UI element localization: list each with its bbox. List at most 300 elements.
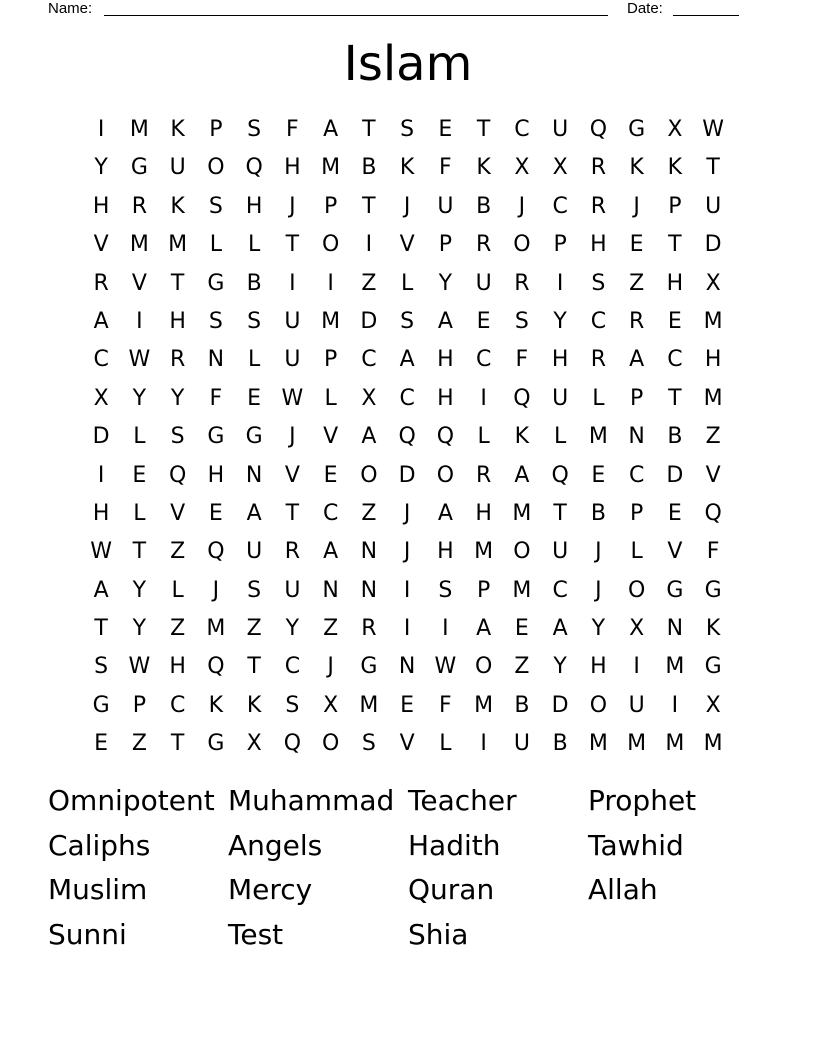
grid-letter[interactable]: R [514, 270, 530, 296]
grid-letter[interactable]: C [361, 347, 377, 373]
grid-letter[interactable]: A [476, 616, 492, 642]
grid-letter[interactable]: V [323, 424, 339, 450]
grid-letter[interactable]: M [588, 731, 608, 757]
grid-letter[interactable]: B [667, 424, 683, 450]
grid-letter[interactable]: U [246, 539, 263, 565]
grid-letter[interactable]: X [667, 117, 683, 142]
word-list-item: Prophet [588, 784, 697, 817]
grid-letter[interactable]: G [245, 424, 263, 450]
grid-letter[interactable]: L [209, 232, 222, 258]
grid-letter[interactable]: N [360, 539, 378, 565]
grid-letter[interactable]: R [590, 193, 607, 219]
grid-letter[interactable]: T [285, 232, 300, 258]
grid-letter[interactable]: H [590, 232, 607, 258]
grid-letter[interactable]: I [480, 731, 487, 757]
grid-letter[interactable]: E [667, 500, 682, 526]
grid-letter[interactable]: H [666, 270, 684, 296]
grid-letter[interactable]: F [439, 155, 452, 181]
grid-letter[interactable]: N [360, 577, 378, 603]
grid-letter[interactable]: Y [591, 616, 606, 642]
grid-letter[interactable]: E [323, 462, 338, 488]
grid-letter[interactable]: R [131, 193, 148, 219]
grid-letter[interactable]: R [628, 308, 645, 334]
grid-letter[interactable]: J [595, 577, 602, 603]
grid-letter[interactable]: V [131, 270, 147, 296]
grid-letter[interactable]: H [245, 193, 263, 219]
grid-letter[interactable]: B [246, 270, 262, 296]
grid-letter[interactable]: T [668, 385, 682, 411]
grid-letter[interactable]: Q [398, 424, 416, 450]
grid-letter[interactable]: S [400, 117, 415, 142]
grid-letter[interactable]: O [589, 692, 608, 718]
grid-letter[interactable]: Z [629, 270, 645, 296]
grid-letter[interactable]: J [518, 193, 526, 219]
grid-letter[interactable]: M [129, 117, 149, 142]
grid-letter[interactable]: H [475, 500, 492, 526]
grid-letter[interactable]: E [514, 616, 529, 642]
grid-letter[interactable]: M [703, 731, 723, 757]
grid-letter[interactable]: L [247, 232, 261, 258]
grid-letter[interactable]: Z [705, 424, 721, 450]
grid-letter[interactable]: J [289, 193, 296, 219]
grid-letter[interactable]: G [360, 654, 378, 680]
grid-letter[interactable]: S [361, 731, 376, 757]
page-title: Islam [343, 36, 473, 92]
grid-letter[interactable]: P [323, 193, 338, 219]
grid-letter[interactable]: L [553, 424, 567, 450]
grid-letter[interactable]: M [129, 232, 149, 258]
grid-letter[interactable]: O [627, 577, 646, 603]
grid-letter[interactable]: R [590, 347, 607, 373]
grid-letter[interactable]: E [247, 385, 262, 411]
grid-letter[interactable]: Z [170, 539, 186, 565]
grid-letter[interactable]: H [92, 500, 110, 526]
grid-letter[interactable]: W [128, 654, 151, 680]
grid-letter[interactable]: T [247, 654, 261, 680]
grid-letter[interactable]: T [94, 616, 108, 642]
grid-letter[interactable]: P [629, 500, 644, 526]
grid-letter[interactable]: F [439, 692, 452, 718]
grid-letter[interactable]: S [247, 577, 262, 603]
grid-letter[interactable]: G [207, 731, 225, 757]
grid-letter[interactable]: N [207, 347, 225, 373]
grid-letter[interactable]: Q [168, 462, 187, 488]
grid-letter[interactable]: F [209, 385, 223, 411]
grid-letter[interactable]: C [590, 308, 607, 334]
grid-letter[interactable]: Q [283, 731, 302, 757]
grid-letter[interactable]: M [703, 308, 723, 334]
grid-letter[interactable]: O [436, 462, 455, 488]
grid-letter[interactable]: I [403, 616, 411, 642]
grid-letter[interactable]: P [553, 232, 567, 258]
grid-letter[interactable]: N [666, 616, 684, 642]
grid-letter[interactable]: X [93, 385, 109, 411]
grid-letter[interactable]: E [132, 462, 147, 488]
grid-letter[interactable]: H [169, 308, 186, 334]
grid-letter[interactable]: M [665, 654, 685, 680]
grid-letter[interactable]: Z [323, 616, 339, 642]
grid-letter[interactable]: Y [132, 577, 147, 603]
grid-letter[interactable]: Z [514, 654, 530, 680]
grid-letter[interactable]: Z [361, 270, 377, 296]
grid-letter[interactable]: P [209, 117, 223, 142]
grid-letter[interactable]: P [438, 232, 453, 258]
grid-letter[interactable]: M [359, 692, 379, 718]
grid-letter[interactable]: M [168, 232, 188, 258]
grid-letter[interactable]: T [285, 500, 300, 526]
grid-letter[interactable]: M [474, 692, 494, 718]
grid-letter[interactable]: K [399, 155, 415, 181]
grid-letter[interactable]: K [208, 692, 224, 718]
grid-letter[interactable]: U [705, 193, 722, 219]
grid-letter[interactable]: U [437, 193, 454, 219]
grid-letter[interactable]: J [403, 500, 411, 526]
grid-letter[interactable]: E [667, 308, 682, 334]
grid-letter[interactable]: J [595, 539, 602, 565]
grid-letter[interactable]: W [128, 347, 151, 373]
grid-letter[interactable]: M [321, 308, 341, 334]
grid-letter[interactable]: G [207, 270, 225, 296]
grid-letter[interactable]: X [705, 692, 721, 718]
grid-letter[interactable]: D [92, 424, 110, 450]
grid-letter[interactable]: M [665, 731, 685, 757]
grid-letter[interactable]: L [477, 424, 490, 450]
word-list [48, 779, 768, 957]
grid-letter[interactable]: L [133, 424, 146, 450]
grid-letter[interactable]: I [327, 270, 334, 296]
grid-letter[interactable]: M [206, 616, 226, 642]
grid-letter[interactable]: B [361, 155, 377, 181]
grid-letter[interactable]: B [590, 500, 606, 526]
grid-letter[interactable]: K [629, 155, 644, 181]
grid-letter[interactable]: T [132, 539, 147, 565]
grid-letter[interactable]: E [94, 731, 109, 757]
grid-letter[interactable]: R [590, 155, 607, 181]
grid-letter[interactable]: R [169, 347, 186, 373]
grid-letter[interactable]: I [97, 462, 105, 488]
grid-letter[interactable]: C [399, 385, 415, 411]
grid-letter[interactable]: W [281, 385, 304, 411]
grid-letter[interactable]: A [323, 539, 339, 565]
grid-letter[interactable]: X [552, 155, 568, 181]
grid-letter[interactable]: L [630, 539, 643, 565]
grid-letter[interactable]: L [247, 347, 261, 373]
grid-letter[interactable]: Y [553, 654, 567, 680]
grid-letter[interactable]: Y [132, 385, 147, 411]
grid-letter[interactable]: K [170, 193, 185, 219]
grid-letter[interactable]: T [170, 731, 185, 757]
header [48, 0, 748, 20]
grid-letter[interactable]: I [671, 692, 679, 718]
grid-letter[interactable]: F [706, 539, 720, 565]
grid-letter[interactable]: Y [285, 616, 300, 642]
grid-letter[interactable]: M [512, 577, 532, 603]
word-list-item: Allah [588, 873, 658, 906]
grid-letter[interactable]: M [512, 500, 532, 526]
grid-letter[interactable]: N [322, 577, 339, 603]
grid-letter[interactable]: F [286, 117, 299, 142]
grid-letter[interactable]: V [667, 539, 683, 565]
grid-letter[interactable]: L [171, 577, 184, 603]
grid-letter[interactable]: Z [246, 616, 262, 642]
grid-letter[interactable]: U [552, 385, 569, 411]
grid-letter[interactable]: X [514, 155, 530, 181]
grid-letter[interactable]: Q [207, 539, 225, 565]
grid-letter[interactable]: K [246, 692, 262, 718]
grid-letter[interactable]: S [94, 654, 109, 680]
grid-letter[interactable]: Y [438, 270, 453, 296]
grid-letter[interactable]: V [705, 462, 721, 488]
grid-letter[interactable]: J [212, 577, 220, 603]
grid-letter[interactable]: D [551, 692, 569, 718]
grid-letter[interactable]: J [403, 193, 411, 219]
grid-letter[interactable]: J [403, 539, 411, 565]
grid-letter[interactable]: U [552, 117, 569, 142]
grid-letter[interactable]: I [480, 385, 487, 411]
grid-letter[interactable]: M [321, 155, 341, 181]
grid-letter[interactable]: Q [207, 654, 225, 680]
grid-letter[interactable]: H [590, 654, 607, 680]
grid-letter[interactable]: Z [170, 616, 186, 642]
grid-letter[interactable]: G [666, 577, 684, 603]
grid-letter[interactable]: K [705, 616, 721, 642]
grid-letter[interactable]: E [438, 117, 453, 142]
grid-letter[interactable]: J [289, 424, 296, 450]
grid-letter[interactable]: I [442, 616, 449, 642]
grid-letter[interactable]: B [476, 193, 492, 219]
grid-letter[interactable]: T [362, 193, 376, 219]
grid-letter[interactable]: K [170, 117, 185, 142]
grid-letter[interactable]: W [434, 654, 457, 680]
grid-letter[interactable]: C [93, 347, 109, 373]
grid-letter[interactable]: V [399, 731, 415, 757]
grid-letter[interactable]: P [476, 577, 491, 603]
grid-letter[interactable]: C [514, 117, 530, 142]
grid-letter[interactable]: G [207, 424, 225, 450]
grid-letter[interactable]: J [327, 654, 334, 680]
grid-letter[interactable]: L [400, 270, 414, 296]
grid-letter[interactable]: S [208, 308, 223, 334]
grid-letter[interactable]: M [588, 424, 608, 450]
grid-letter[interactable]: P [132, 692, 147, 718]
grid-letter[interactable]: G [704, 654, 722, 680]
grid-letter[interactable]: H [437, 539, 454, 565]
grid-letter[interactable]: N [398, 654, 416, 680]
grid-letter[interactable]: V [284, 462, 300, 488]
grid-letter[interactable]: C [667, 347, 683, 373]
grid-letter[interactable]: L [439, 731, 452, 757]
grid-letter[interactable]: R [93, 270, 109, 296]
grid-letter[interactable]: T [668, 232, 682, 258]
grid-letter[interactable]: U [475, 270, 492, 296]
grid-letter[interactable]: V [399, 232, 415, 258]
grid-letter[interactable]: A [361, 424, 377, 450]
grid-letter[interactable]: J [633, 193, 640, 219]
grid-letter[interactable]: L [592, 385, 605, 411]
grid-letter[interactable]: Q [704, 500, 722, 526]
grid-letter[interactable]: H [207, 462, 225, 488]
grid-letter[interactable]: T [170, 270, 185, 296]
grid-letter[interactable]: C [284, 654, 301, 680]
grid-letter[interactable]: G [92, 692, 110, 718]
grid-letter[interactable]: O [360, 462, 378, 488]
grid-letter[interactable]: S [208, 193, 223, 219]
grid-letter[interactable]: O [321, 232, 340, 258]
grid-letter[interactable]: V [93, 232, 109, 258]
grid-letter[interactable]: O [513, 539, 531, 565]
grid-letter[interactable]: S [514, 308, 529, 334]
grid-letter[interactable]: L [324, 385, 337, 411]
grid-letter[interactable]: M [474, 539, 494, 565]
grid-letter[interactable]: U [284, 308, 301, 334]
grid-letter[interactable]: A [93, 308, 109, 334]
grid-letter[interactable]: N [245, 462, 263, 488]
grid-letter[interactable]: H [169, 654, 186, 680]
grid-letter[interactable]: H [284, 155, 301, 181]
grid-letter[interactable]: H [551, 347, 569, 373]
grid-letter[interactable]: M [703, 385, 723, 411]
grid-letter[interactable]: H [92, 193, 110, 219]
grid-letter[interactable]: R [475, 232, 492, 258]
grid-letter[interactable]: A [552, 616, 568, 642]
grid-letter[interactable]: A [93, 577, 109, 603]
grid-letter[interactable]: A [629, 347, 645, 373]
grid-letter[interactable]: A [399, 347, 415, 373]
grid-letter[interactable]: B [514, 692, 530, 718]
grid-letter[interactable]: S [438, 577, 453, 603]
grid-letter[interactable]: S [247, 308, 262, 334]
word-list-item: Tawhid [588, 828, 684, 862]
grid-letter[interactable]: C [169, 692, 186, 718]
grid-letter[interactable]: D [666, 462, 684, 488]
grid-letter[interactable]: I [403, 577, 411, 603]
grid-letter[interactable]: I [136, 308, 143, 334]
grid-letter[interactable]: Z [361, 500, 377, 526]
grid-letter[interactable]: I [97, 117, 105, 142]
grid-letter[interactable]: A [514, 462, 530, 488]
grid-letter[interactable]: F [515, 347, 529, 373]
grid-letter[interactable]: O [513, 232, 531, 258]
word-list-item: Muslim [48, 873, 148, 906]
grid-letter[interactable]: U [628, 692, 645, 718]
grid-letter[interactable]: H [437, 347, 454, 373]
grid-letter[interactable]: E [591, 462, 606, 488]
grid-letter[interactable]: U [169, 155, 186, 181]
grid-letter[interactable]: V [170, 500, 186, 526]
grid-letter[interactable]: Q [589, 117, 608, 142]
grid-letter[interactable]: S [285, 692, 300, 718]
grid-letter[interactable]: C [475, 347, 492, 373]
grid-letter[interactable]: C [552, 193, 568, 219]
grid-letter[interactable]: U [513, 731, 530, 757]
grid-letter[interactable]: W [702, 117, 724, 142]
grid-letter[interactable]: T [362, 117, 376, 142]
grid-letter[interactable]: A [437, 308, 453, 334]
grid-letter[interactable]: B [552, 731, 568, 757]
grid-letter[interactable]: S [400, 308, 415, 334]
grid-letter[interactable]: U [284, 577, 301, 603]
grid-letter[interactable]: O [207, 155, 225, 181]
grid-letter[interactable]: K [476, 155, 491, 181]
grid-letter[interactable]: X [323, 692, 339, 718]
grid-letter[interactable]: X [629, 616, 645, 642]
grid-letter[interactable]: D [704, 232, 722, 258]
grid-letter[interactable]: R [475, 462, 492, 488]
grid-letter[interactable]: P [629, 385, 644, 411]
grid-letter[interactable]: S [247, 117, 262, 142]
grid-letter[interactable]: H [704, 347, 722, 373]
name-field[interactable] [104, 0, 608, 16]
grid-letter[interactable]: K [514, 424, 530, 450]
grid-letter[interactable]: U [552, 539, 569, 565]
grid-letter[interactable]: E [476, 308, 491, 334]
grid-letter[interactable]: D [360, 308, 378, 334]
grid-letter[interactable]: Q [436, 424, 455, 450]
grid-letter[interactable]: I [633, 654, 640, 680]
grid-letter[interactable]: C [628, 462, 645, 488]
grid-letter[interactable]: T [476, 117, 491, 142]
grid-letter[interactable]: R [284, 539, 301, 565]
grid-letter[interactable]: Q [513, 385, 531, 411]
grid-letter[interactable]: T [706, 155, 720, 181]
date-field[interactable] [673, 0, 739, 16]
grid-letter[interactable]: G [704, 577, 722, 603]
grid-letter[interactable]: Y [170, 385, 185, 411]
grid-letter[interactable]: K [667, 155, 683, 181]
grid-letter[interactable]: P [323, 347, 338, 373]
grid-letter[interactable]: R [361, 616, 377, 642]
grid-letter[interactable]: E [629, 232, 644, 258]
grid-letter[interactable]: E [208, 500, 223, 526]
grid-letter[interactable]: O [321, 731, 340, 757]
grid-letter[interactable]: P [668, 193, 682, 219]
grid-letter[interactable]: A [246, 500, 262, 526]
grid-letter[interactable]: L [133, 500, 146, 526]
grid-letter[interactable]: H [437, 385, 454, 411]
grid-letter[interactable]: Y [94, 155, 108, 181]
grid-letter[interactable]: S [591, 270, 606, 296]
grid-letter[interactable]: C [552, 577, 568, 603]
grid-letter[interactable]: X [246, 731, 262, 757]
grid-letter[interactable]: E [400, 692, 415, 718]
grid-letter[interactable]: I [289, 270, 296, 296]
grid-letter[interactable]: Y [553, 308, 567, 334]
grid-letter[interactable]: T [553, 500, 567, 526]
grid-letter[interactable]: Q [245, 155, 263, 181]
grid-letter[interactable]: D [398, 462, 416, 488]
grid-letter[interactable]: M [627, 731, 647, 757]
grid-letter[interactable]: Y [132, 616, 147, 642]
word-list-item: Shia [408, 917, 469, 951]
grid-letter[interactable]: W [90, 539, 112, 565]
grid-letter[interactable]: I [556, 270, 564, 296]
grid-letter[interactable]: C [322, 500, 339, 526]
grid-letter[interactable]: I [365, 232, 373, 258]
grid-letter[interactable]: A [323, 117, 339, 142]
grid-letter[interactable]: X [361, 385, 377, 411]
grid-letter[interactable]: A [437, 500, 453, 526]
grid-letter[interactable]: G [628, 117, 646, 142]
grid-letter[interactable]: O [474, 654, 493, 680]
grid-letter[interactable]: N [628, 424, 645, 450]
grid-letter[interactable]: G [130, 155, 148, 181]
grid-letter[interactable]: Z [131, 731, 147, 757]
grid-letter[interactable]: X [705, 270, 721, 296]
grid-letter[interactable]: S [170, 424, 185, 450]
word-list-item: Test [228, 917, 284, 951]
grid-letter[interactable]: U [284, 347, 301, 373]
grid-letter[interactable]: Q [551, 462, 569, 488]
